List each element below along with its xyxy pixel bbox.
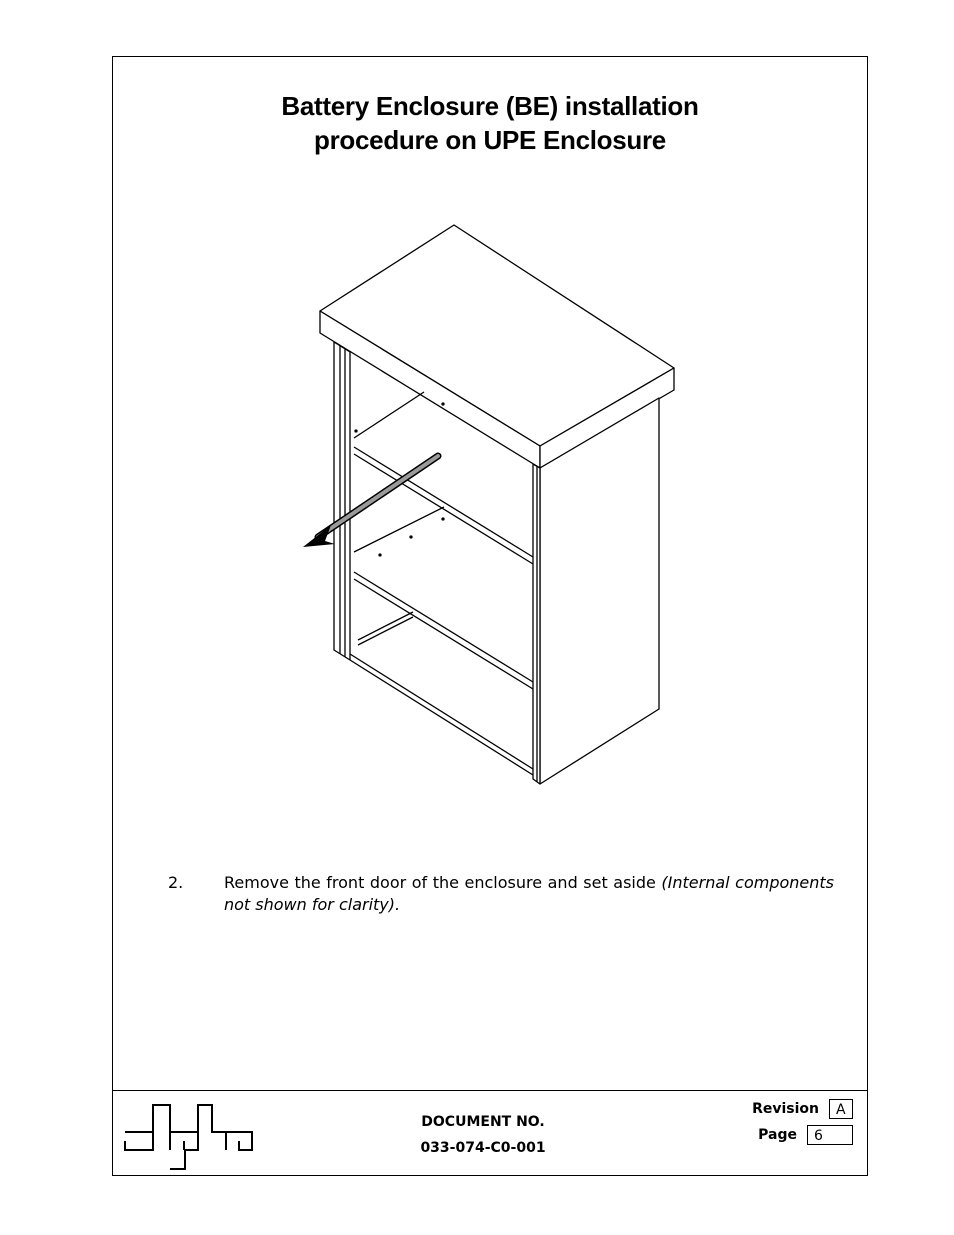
- page-frame: [112, 56, 868, 1176]
- document-number-value: 033-074-C0-001: [420, 1140, 546, 1156]
- left-post: [334, 342, 350, 660]
- step-number: 2.: [168, 873, 184, 892]
- revision-label: Revision: [752, 1101, 819, 1117]
- footer: [113, 1090, 867, 1175]
- removal-arrow-icon: [303, 456, 438, 547]
- revision-row: [733, 1099, 853, 1119]
- enclosure-illustration: [293, 217, 693, 817]
- page-label: Page: [758, 1127, 797, 1143]
- step-text: [224, 872, 834, 916]
- page-title: [113, 89, 867, 157]
- title-line-1: Battery Enclosure (BE) installation: [281, 91, 699, 121]
- document-number-block: [373, 1109, 593, 1161]
- document-number-label: DOCUMENT NO.: [421, 1114, 545, 1130]
- page-value: 6: [807, 1125, 853, 1145]
- revision-page-block: [733, 1099, 853, 1151]
- step-2: [168, 872, 834, 916]
- page-row: [733, 1125, 853, 1145]
- step-instruction: Remove the front door of the enclosure and set aside: [224, 873, 662, 892]
- alpha-logo-icon: [123, 1097, 255, 1171]
- title-line-2: procedure on UPE Enclosure: [314, 125, 666, 155]
- revision-value: A: [829, 1099, 853, 1119]
- step-note: (Internal components not shown for clarity).: [224, 873, 835, 914]
